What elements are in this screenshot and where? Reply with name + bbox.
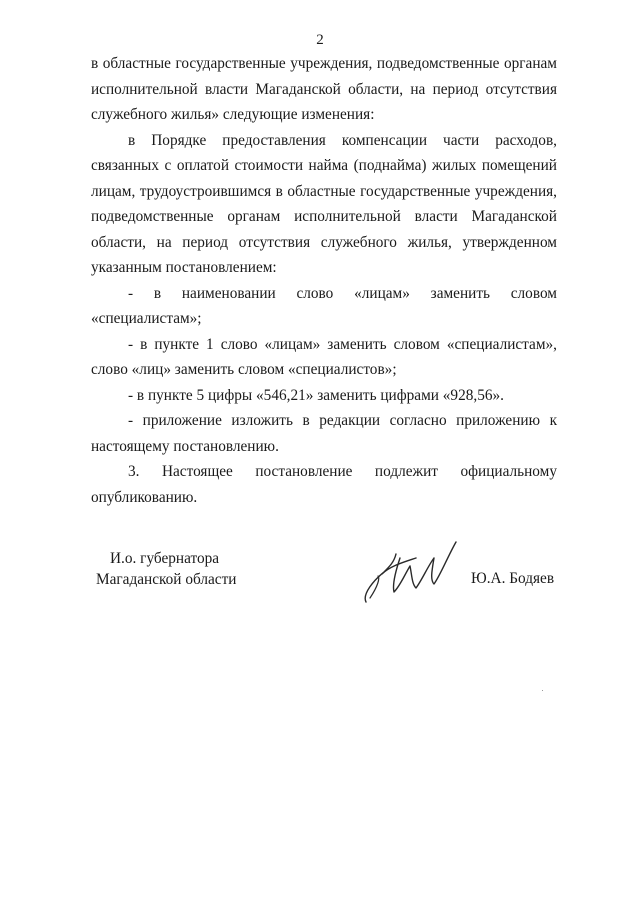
paragraph: - в наименовании слово «лицам» заменить словом «специалистам»; xyxy=(91,284,557,327)
signatory-title xyxy=(96,548,236,590)
paragraph: 3. Настоящее постановление подлежит официальному опубликованию. xyxy=(91,463,557,506)
page-number: 2 xyxy=(316,32,324,48)
signatory-title-line: Магаданской области xyxy=(96,571,237,588)
paragraph: - в пункте 1 слово «лицам» заменить словом «специалистам», слово «лиц» заменить словом «специалистов»; xyxy=(91,335,557,378)
signatory-title-line: И.о. губернатора xyxy=(110,550,220,567)
paragraph: в Порядке предоставления компенсации части расходов, связанных с оплатой стоимости найма (поднайма) жилых помещений лицам, трудоустроившимся в областные государственные учреждения, подведомственные органам исполнительной власти Магаданской области, на период отсутствия служебного жилья, утвержденном указанным постановлением: xyxy=(91,131,557,276)
paragraph: - в пункте 5 цифры «546,21» заменить цифрами «928,56». xyxy=(128,386,504,404)
document-body xyxy=(91,51,557,510)
signatory-name: Ю.А. Бодяев xyxy=(471,570,555,587)
paragraph: в областные государственные учреждения, подведомственные органам исполнительной власти Магаданской области, на период отсутствия служебного жилья» следующие изменения: xyxy=(91,55,557,123)
paragraph: - приложение изложить в редакции согласно приложению к настоящему постановлению. xyxy=(91,412,557,455)
scan-speck xyxy=(542,690,543,691)
handwritten-signature xyxy=(360,536,460,608)
